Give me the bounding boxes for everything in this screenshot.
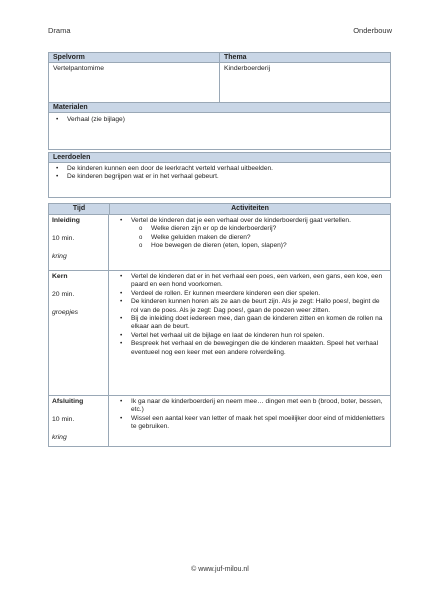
footer-copyright: © www.juf-milou.nl: [191, 566, 249, 573]
materialen-section: [48, 102, 391, 150]
list-item: o Welke geluiden maken de dieren?: [113, 234, 386, 242]
list-item: • Bespreek het verhaal en de bewegingen die de kinderen maakten. Speel het verhaal eventueel nog een keer met een andere rolverdeling.: [113, 340, 386, 357]
spelvorm-column: [49, 53, 220, 107]
phase-cell: [49, 396, 109, 446]
phase-cell: [49, 215, 109, 270]
list-item: o Welke dieren zijn er op de kinderboerderij?: [113, 225, 386, 233]
phase-form: kring: [52, 253, 67, 260]
header-subject: Drama: [48, 26, 71, 35]
list-item: • Vertel het verhaal uit de bijlage en laat de kinderen hun rol spelen.: [113, 332, 386, 340]
header-level: Onderbouw: [353, 26, 392, 35]
phase-name: Kern: [52, 273, 68, 280]
leerdoelen-label: Leerdoelen: [49, 153, 390, 163]
activity-cell: [109, 396, 390, 446]
activity-list: [113, 398, 386, 432]
phase-time: 20 min.: [52, 291, 75, 298]
phase-time: 10 min.: [52, 235, 75, 242]
leerdoelen-section: [48, 152, 391, 198]
thema-column: [220, 53, 390, 107]
list-item: o Hoe bewegen de dieren (eten, lopen, slapen)?: [113, 242, 386, 250]
materialen-label: Materialen: [49, 103, 390, 113]
overview-table: [48, 52, 391, 108]
list-item: • Verhaal (zie bijlage): [49, 116, 390, 124]
activiteiten-label: Activiteiten: [231, 205, 269, 212]
activity-list: [113, 273, 386, 357]
phase-form: groepjes: [52, 309, 79, 316]
leerdoelen-list: [49, 163, 390, 182]
phase-cell: [49, 271, 109, 395]
list-item: • Ik ga naar de kinderboerderij en neem mee… dingen met een b (brood, boter, bessen, etc.): [113, 398, 386, 415]
phase-form: kring: [52, 434, 67, 441]
activity-sublist: [113, 225, 386, 250]
materialen-list: [49, 113, 390, 124]
list-item: • De kinderen kunnen horen als ze aan de beurt zijn. Als je zegt: Hallo poes!, begint de rol van de poes. Als je zegt: Dag poes!, gaan de poezen weer zitten.: [113, 298, 386, 315]
activiteiten-table: [48, 203, 391, 447]
table-row-kern: [49, 271, 390, 396]
list-item: • Wissel een aantal keer van letter of maak het spel moeilijker door eind of middenletters te gebruiken.: [113, 415, 386, 432]
activiteiten-header: [49, 204, 390, 215]
tijd-label: Tijd: [49, 204, 110, 214]
activity-cell: [109, 215, 390, 270]
spelvorm-label: Spelvorm: [49, 53, 219, 63]
list-item: • Vertel de kinderen dat je een verhaal over de kinderboerderij gaat vertellen.: [113, 217, 386, 225]
thema-label: Thema: [220, 53, 390, 63]
activity-list: [113, 217, 386, 225]
table-row-afsluiting: [49, 396, 390, 446]
list-item: • Bij de inleiding doet iedereen mee, dan gaan de kinderen zitten en komen de rollen na elkaar aan de beurt.: [113, 315, 386, 332]
phase-time: 10 min.: [52, 416, 75, 423]
list-item: • De kinderen kunnen een door de leerkracht verteld verhaal uitbeelden.: [49, 165, 390, 173]
list-item: • Verdeel de rollen. Er kunnen meerdere kinderen een dier spelen.: [113, 290, 386, 298]
list-item: • De kinderen begrijpen wat er in het verhaal gebeurt.: [49, 173, 390, 181]
thema-value: Kinderboerderij: [224, 65, 271, 72]
phase-name: Inleiding: [52, 217, 80, 224]
phase-name: Afsluiting: [52, 398, 84, 405]
activity-cell: [109, 271, 390, 395]
spelvorm-value: Vertelpantomime: [53, 65, 105, 72]
table-row-inleiding: [49, 215, 390, 271]
list-item: • Vertel de kinderen dat er in het verhaal een poes, een varken, een gans, een koe, een paard en een hond voorkomen.: [113, 273, 386, 290]
